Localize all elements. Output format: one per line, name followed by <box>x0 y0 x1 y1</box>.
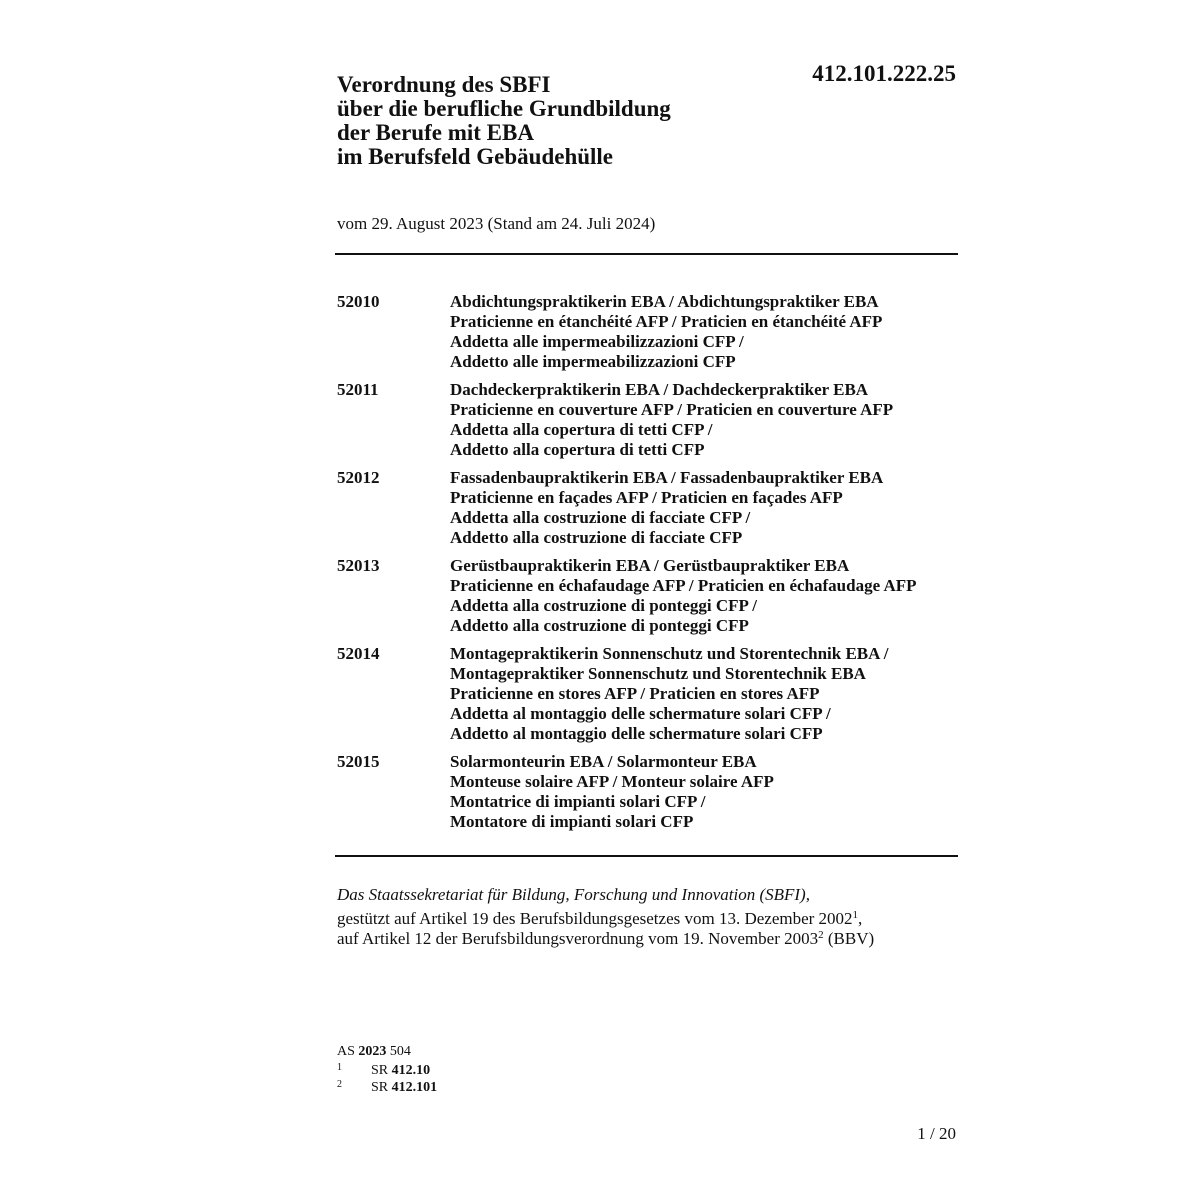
profession-name-line: Addetto al montaggio delle schermature solari CFP <box>450 724 823 743</box>
as-page: 504 <box>386 1044 411 1059</box>
profession-entry <box>337 380 957 460</box>
profession-name-line: Addetto alla copertura di tetti CFP <box>450 440 705 459</box>
legal-basis-line <box>337 929 957 949</box>
profession-name-line: Praticienne en stores AFP / Praticien en stores AFP <box>450 684 820 703</box>
profession-name-line: Praticienne en étanchéité AFP / Praticien en étanchéité AFP <box>450 312 883 331</box>
legal-basis-line <box>337 909 957 929</box>
footnote-number: 1 <box>337 1062 342 1073</box>
profession-code: 52012 <box>337 468 380 487</box>
profession-name-line: Praticienne en échafaudage AFP / Praticien en échafaudage AFP <box>450 576 917 595</box>
profession-names <box>450 380 957 460</box>
footnote-sr-ref[interactable]: 412.101 <box>391 1080 438 1095</box>
profession-code: 52014 <box>337 644 380 663</box>
profession-name-line: Montagepraktiker Sonnenschutz und Storentechnik EBA <box>450 664 866 683</box>
profession-name-line: Addetta alla copertura di tetti CFP / <box>450 420 713 439</box>
footnote-item <box>337 1062 737 1079</box>
profession-name-line: Addetta alle impermeabilizzazioni CFP / <box>450 332 744 351</box>
legal-basis-suffix: (BBV) <box>823 929 875 948</box>
divider-top <box>335 253 958 255</box>
profession-names <box>450 292 957 372</box>
document-title <box>337 73 757 169</box>
profession-entry <box>337 468 957 548</box>
profession-name-line: Dachdeckerpraktikerin EBA / Dachdeckerpraktiker EBA <box>450 380 869 399</box>
profession-names <box>450 644 957 744</box>
profession-name-line: Addetta alla costruzione di ponteggi CFP / <box>450 596 757 615</box>
profession-names <box>450 556 957 636</box>
footnote-ref[interactable]: 1 <box>852 909 859 921</box>
footnote-prefix: SR <box>371 1080 392 1095</box>
profession-name-line: Fassadenbaupraktikerin EBA / Fassadenbaupraktiker EBA <box>450 468 884 487</box>
footnote-number: 2 <box>337 1079 342 1090</box>
profession-code: 52013 <box>337 556 380 575</box>
profession-entry <box>337 292 957 372</box>
title-line: der Berufe mit EBA <box>337 120 534 145</box>
title-line: über die berufliche Grundbildung <box>337 96 671 121</box>
as-reference <box>337 1043 737 1060</box>
as-prefix: AS <box>337 1044 359 1059</box>
footnote-ref[interactable]: 2 <box>818 929 824 941</box>
profession-name-line: Gerüstbaupraktikerin EBA / Gerüstbaupraktiker EBA <box>450 556 850 575</box>
profession-list <box>337 292 957 840</box>
profession-names <box>450 468 957 548</box>
title-line: Verordnung des SBFI <box>337 72 551 97</box>
profession-name-line: Solarmonteurin EBA / Solarmonteur EBA <box>450 752 757 771</box>
profession-entry <box>337 752 957 832</box>
profession-name-line: Addetto alla costruzione di facciate CFP <box>450 528 743 547</box>
footnote-prefix: SR <box>371 1063 392 1078</box>
profession-code: 52015 <box>337 752 380 771</box>
legal-basis-suffix: , <box>858 909 863 928</box>
footnote-item <box>337 1079 737 1096</box>
profession-name-line: Montagepraktikerin Sonnenschutz und Storentechnik EBA / <box>450 644 889 663</box>
preamble <box>337 885 957 949</box>
footnotes <box>337 1043 737 1096</box>
profession-entry <box>337 556 957 636</box>
profession-name-line: Praticienne en couverture AFP / Praticien en couverture AFP <box>450 400 894 419</box>
footnote-text <box>371 1079 437 1096</box>
page-number: 1 / 20 <box>917 1124 956 1143</box>
profession-name-line: Praticienne en façades AFP / Praticien en façades AFP <box>450 488 843 507</box>
profession-name-line: Montatrice di impianti solari CFP / <box>450 792 706 811</box>
profession-name-line: Montatore di impianti solari CFP <box>450 812 694 831</box>
profession-name-line: Addetta alla costruzione di facciate CFP / <box>450 508 751 527</box>
profession-code: 52010 <box>337 292 380 311</box>
profession-names <box>450 752 957 832</box>
footnote-text <box>371 1062 430 1079</box>
issuer-line: Das Staatssekretariat für Bildung, Forschung und Innovation (SBFI), <box>337 885 810 904</box>
legal-basis-text: gestützt auf Artikel 19 des Berufsbildungsgesetzes vom 13. Dezember 2002 <box>337 909 853 928</box>
profession-name-line: Monteuse solaire AFP / Monteur solaire AFP <box>450 772 774 791</box>
profession-code: 52011 <box>337 380 379 399</box>
profession-name-line: Addetta al montaggio delle schermature solari CFP / <box>450 704 831 723</box>
legal-basis-text: auf Artikel 12 der Berufsbildungsverordnung vom 19. November 2003 <box>337 929 819 948</box>
profession-name-line: Addetto alla costruzione di ponteggi CFP <box>450 616 749 635</box>
date-line: vom 29. August 2023 (Stand am 24. Juli 2024) <box>337 214 656 233</box>
title-line: im Berufsfeld Gebäudehülle <box>337 144 614 169</box>
profession-entry <box>337 644 957 744</box>
profession-name-line: Abdichtungspraktikerin EBA / Abdichtungspraktiker EBA <box>450 292 879 311</box>
as-year: 2023 <box>358 1044 387 1059</box>
sr-number: 412.101.222.25 <box>812 61 956 86</box>
divider-bottom <box>335 855 958 857</box>
footnote-sr-ref[interactable]: 412.10 <box>391 1063 431 1078</box>
profession-name-line: Addetto alle impermeabilizzazioni CFP <box>450 352 736 371</box>
